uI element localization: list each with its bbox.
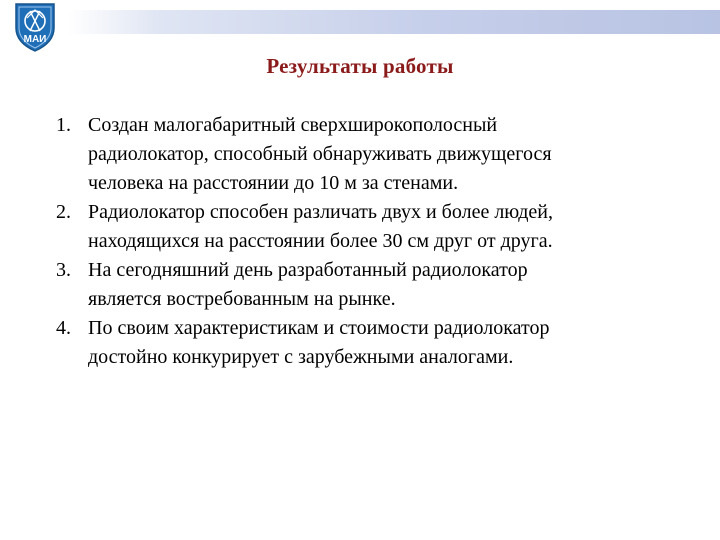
item-text-line: Радиолокатор способен различать двух и более людей, (88, 201, 553, 223)
item-number: 2. (56, 201, 71, 223)
item-number: 1. (56, 114, 71, 136)
list-item (56, 256, 716, 314)
mai-logo-icon (8, 0, 62, 54)
slide-title: Результаты работы (266, 54, 454, 78)
results-list (56, 111, 716, 372)
list-item (56, 111, 716, 198)
list-item (56, 198, 716, 256)
item-text-line: является востребованным на рынке. (88, 288, 396, 310)
item-text-line: На сегодняшний день разработанный радиолокатор (88, 259, 528, 281)
item-number: 3. (56, 259, 71, 281)
item-text-line: находящихся на расстоянии более 30 см друг от друга. (88, 230, 553, 252)
list-item (56, 314, 716, 372)
header-bar (68, 10, 720, 34)
item-text-line: Создан малогабаритный сверхширокополосный (88, 114, 498, 136)
item-text-line: По своим характеристикам и стоимости радиолокатор (88, 317, 550, 339)
item-text-line: человека на расстоянии до 10 м за стенами. (88, 172, 459, 194)
svg-text:МАИ: МАИ (23, 34, 47, 45)
item-number: 4. (56, 317, 71, 339)
item-text-line: радиолокатор, способный обнаруживать движущегося (88, 143, 552, 165)
item-text-line: достойно конкурирует с зарубежными аналогами. (88, 346, 514, 368)
